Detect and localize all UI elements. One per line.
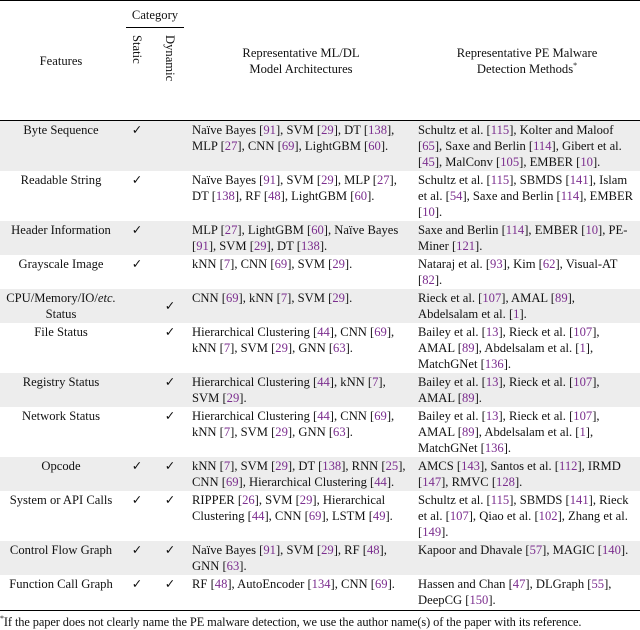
methods-cell: Saxe and Berlin [114], EMBER [10], PE-Miner [121]. [414, 221, 640, 255]
table-row [0, 373, 640, 407]
citation-link[interactable]: 10 [580, 155, 593, 169]
citation-link[interactable]: 44 [252, 509, 265, 523]
static-check-cell: ✓ [122, 457, 152, 491]
header-static: Static [130, 35, 144, 64]
footnote: *If the paper does not clearly name the PE malware detection, we use the author name(s) of the paper with its reference. [0, 611, 640, 630]
models-cell: kNN [7], SVM [29], DT [138], RNN [25], CNN [69], Hierarchical Clustering [44]. [188, 457, 414, 491]
models-cell: kNN [7], CNN [69], SVM [29]. [188, 255, 414, 289]
feature-cell: Header Information [0, 221, 122, 255]
citation-link[interactable]: 7 [224, 257, 230, 271]
header-category: Category [126, 7, 184, 28]
citation-link[interactable]: 49 [373, 509, 386, 523]
citation-link[interactable]: 60 [311, 223, 324, 237]
dynamic-check-cell [152, 171, 188, 221]
citation-link[interactable]: 69 [374, 409, 387, 423]
citation-link[interactable]: 107 [573, 375, 592, 389]
citation-link[interactable]: 69 [226, 291, 239, 305]
table-row [0, 575, 640, 609]
citation-link[interactable]: 69 [309, 509, 322, 523]
dynamic-check-cell: ✓ [152, 457, 188, 491]
models-cell: Naïve Bayes [91], SVM [29], DT [138], MLP [27], CNN [69], LightGBM [60]. [188, 121, 414, 172]
citation-link[interactable]: 136 [485, 441, 504, 455]
citation-link[interactable]: 48 [367, 543, 380, 557]
models-cell: Hierarchical Clustering [44], kNN [7], SVM [29]. [188, 373, 414, 407]
citation-link[interactable]: 149 [422, 525, 441, 539]
dynamic-check-cell: ✓ [152, 323, 188, 373]
citation-link[interactable]: 29 [275, 425, 288, 439]
dynamic-check-cell: ✓ [152, 575, 188, 609]
feature-cell: Opcode [0, 457, 122, 491]
citation-link[interactable]: 1 [580, 341, 586, 355]
citation-link[interactable]: 91 [263, 173, 276, 187]
table-row [0, 323, 640, 373]
citation-link[interactable]: 89 [555, 291, 568, 305]
static-check-cell: ✓ [122, 255, 152, 289]
feature-cell: System or API Calls [0, 491, 122, 541]
feature-cell: Readable String [0, 171, 122, 221]
methods-cell: Kapoor and Dhavale [57], MAGIC [140]. [414, 541, 640, 575]
citation-link[interactable]: 13 [486, 325, 499, 339]
citation-link[interactable]: 107 [573, 409, 592, 423]
methods-cell: Nataraj et al. [93], Kim [62], Visual-AT [82]. [414, 255, 640, 289]
models-cell: MLP [27], LightGBM [60], Naïve Bayes [91], SVM [29], DT [138]. [188, 221, 414, 255]
citation-link[interactable]: 138 [216, 189, 235, 203]
citation-link[interactable]: 143 [461, 459, 480, 473]
citation-link[interactable]: 69 [375, 577, 388, 591]
citation-link[interactable]: 44 [374, 475, 387, 489]
static-check-cell: ✓ [122, 575, 152, 609]
citation-link[interactable]: 128 [496, 475, 515, 489]
citation-link[interactable]: 10 [585, 223, 598, 237]
citation-link[interactable]: 89 [462, 341, 475, 355]
methods-cell: Bailey et al. [13], Rieck et al. [107], AMAL [89], Abdelsalam et al. [1], MatchGNet [136]. [414, 323, 640, 373]
citation-link[interactable]: 107 [573, 325, 592, 339]
citation-link[interactable]: 107 [482, 291, 501, 305]
citation-link[interactable]: 62 [543, 257, 556, 271]
citation-link[interactable]: 44 [317, 409, 330, 423]
citation-link[interactable]: 7 [372, 375, 378, 389]
citation-link[interactable]: 91 [263, 123, 276, 137]
citation-link[interactable]: 7 [224, 341, 230, 355]
table-row [0, 121, 640, 172]
static-check-cell: ✓ [122, 171, 152, 221]
dynamic-check-cell: ✓ [152, 541, 188, 575]
citation-link[interactable]: 141 [570, 493, 589, 507]
citation-link[interactable]: 48 [268, 189, 281, 203]
citation-link[interactable]: 7 [224, 425, 230, 439]
dynamic-check-cell [152, 221, 188, 255]
citation-link[interactable]: 54 [450, 189, 463, 203]
citation-link[interactable]: 29 [275, 459, 288, 473]
citation-link[interactable]: 60 [368, 139, 381, 153]
citation-link[interactable]: 7 [224, 459, 230, 473]
feature-cell: CPU/Memory/IO/etc. Status [0, 289, 122, 323]
citation-link[interactable]: 147 [422, 475, 441, 489]
citation-link[interactable]: 29 [275, 341, 288, 355]
methods-cell: Schultz et al. [115], SBMDS [141], Islam et al. [54], Saxe and Berlin [114], EMBER [10]. [414, 171, 640, 221]
citation-link[interactable]: 63 [333, 341, 346, 355]
methods-cell: AMCS [143], Santos et al. [112], IRMD [147], RMVC [128]. [414, 457, 640, 491]
citation-link[interactable]: 91 [263, 543, 276, 557]
citation-link[interactable]: 69 [275, 257, 288, 271]
citation-link[interactable]: 48 [215, 577, 228, 591]
citation-link[interactable]: 69 [226, 475, 239, 489]
citation-link[interactable]: 141 [570, 173, 589, 187]
citation-link[interactable]: 112 [559, 459, 577, 473]
citation-link[interactable]: 55 [591, 577, 604, 591]
table-body [0, 121, 640, 610]
citation-link[interactable]: 82 [422, 273, 435, 287]
static-check-cell: ✓ [122, 541, 152, 575]
citation-link[interactable]: 134 [312, 577, 331, 591]
header-features: Features [0, 1, 122, 121]
citation-link[interactable]: 63 [333, 425, 346, 439]
feature-cell: Function Call Graph [0, 575, 122, 609]
header-models: Representative ML/DL Model Architectures [188, 1, 414, 121]
citation-link[interactable]: 13 [486, 409, 499, 423]
citation-link[interactable]: 150 [469, 593, 488, 607]
citation-link[interactable]: 29 [321, 173, 334, 187]
citation-link[interactable]: 114 [533, 139, 551, 153]
citation-link[interactable]: 1 [513, 307, 519, 321]
citation-link[interactable]: 29 [321, 543, 334, 557]
static-check-cell [122, 323, 152, 373]
citation-link[interactable]: 89 [462, 425, 475, 439]
citation-link[interactable]: 65 [422, 139, 435, 153]
citation-link[interactable]: 47 [513, 577, 526, 591]
citation-link[interactable]: 138 [322, 459, 341, 473]
citation-link[interactable]: 29 [227, 391, 240, 405]
header-dynamic: Dynamic [163, 35, 177, 81]
models-cell: RF [48], AutoEncoder [134], CNN [69]. [188, 575, 414, 609]
citation-link[interactable]: 1 [580, 425, 586, 439]
citation-link[interactable]: 26 [242, 493, 255, 507]
static-check-cell: ✓ [122, 121, 152, 172]
models-cell: Naïve Bayes [91], SVM [29], RF [48], GNN [63]. [188, 541, 414, 575]
citation-link[interactable]: 57 [530, 543, 543, 557]
citation-link[interactable]: 93 [490, 257, 503, 271]
table-row [0, 221, 640, 255]
static-check-cell [122, 407, 152, 457]
static-check-cell [122, 289, 152, 323]
citation-link[interactable]: 107 [450, 509, 469, 523]
models-cell: Hierarchical Clustering [44], CNN [69], kNN [7], SVM [29], GNN [63]. [188, 323, 414, 373]
citation-link[interactable]: 44 [317, 325, 330, 339]
feature-cell: Registry Status [0, 373, 122, 407]
citation-link[interactable]: 69 [374, 325, 387, 339]
citation-link[interactable]: 10 [422, 205, 435, 219]
table-row [0, 491, 640, 541]
citation-link[interactable]: 114 [561, 189, 579, 203]
table-row [0, 457, 640, 491]
citation-link[interactable]: 7 [281, 291, 287, 305]
feature-cell: Network Status [0, 407, 122, 457]
citation-link[interactable]: 27 [377, 173, 390, 187]
citation-link[interactable]: 115 [491, 173, 509, 187]
citation-link[interactable]: 29 [332, 257, 345, 271]
citation-link[interactable]: 136 [485, 357, 504, 371]
citation-link[interactable]: 29 [321, 123, 334, 137]
citation-link[interactable]: 102 [539, 509, 558, 523]
citation-link[interactable]: 89 [462, 391, 475, 405]
citation-link[interactable]: 138 [301, 239, 320, 253]
dynamic-check-cell: ✓ [152, 373, 188, 407]
citation-link[interactable]: 29 [332, 291, 345, 305]
citation-link[interactable]: 91 [196, 239, 209, 253]
dynamic-check-cell: ✓ [152, 289, 188, 323]
citation-link[interactable]: 63 [227, 559, 240, 573]
feature-cell: File Status [0, 323, 122, 373]
citation-link[interactable]: 69 [282, 139, 295, 153]
table-row [0, 541, 640, 575]
citation-link[interactable]: 60 [354, 189, 367, 203]
citation-link[interactable]: 27 [225, 223, 238, 237]
citation-link[interactable]: 140 [602, 543, 621, 557]
methods-cell: Hassen and Chan [47], DLGraph [55], DeepCG [150]. [414, 575, 640, 609]
citation-link[interactable]: 27 [225, 139, 238, 153]
table-row [0, 171, 640, 221]
citation-link[interactable]: 29 [300, 493, 313, 507]
citation-link[interactable]: 114 [506, 223, 524, 237]
models-cell: Naïve Bayes [91], SVM [29], MLP [27], DT [138], RF [48], LightGBM [60]. [188, 171, 414, 221]
feature-cell: Grayscale Image [0, 255, 122, 289]
citation-link[interactable]: 115 [491, 123, 509, 137]
dynamic-check-cell [152, 121, 188, 172]
methods-cell: Bailey et al. [13], Rieck et al. [107], AMAL [89], Abdelsalam et al. [1], MatchGNet [136]. [414, 407, 640, 457]
citation-link[interactable]: 105 [500, 155, 519, 169]
header-methods: Representative PE Malware Detection Methods* [414, 1, 640, 121]
methods-cell: Schultz et al. [115], SBMDS [141], Rieck et al. [107], Qiao et al. [102], Zhang et al. [149]. [414, 491, 640, 541]
dynamic-check-cell: ✓ [152, 407, 188, 457]
static-check-cell [122, 373, 152, 407]
static-check-cell: ✓ [122, 221, 152, 255]
citation-link[interactable]: 45 [422, 155, 435, 169]
table-row [0, 255, 640, 289]
citation-link[interactable]: 138 [368, 123, 387, 137]
table-row [0, 289, 640, 323]
citation-link[interactable]: 25 [386, 459, 399, 473]
models-cell: RIPPER [26], SVM [29], Hierarchical Clustering [44], CNN [69], LSTM [49]. [188, 491, 414, 541]
table-row [0, 407, 640, 457]
methods-cell: Rieck et al. [107], AMAL [89], Abdelsalam et al. [1]. [414, 289, 640, 323]
methods-cell: Bailey et al. [13], Rieck et al. [107], AMAL [89]. [414, 373, 640, 407]
dynamic-check-cell: ✓ [152, 491, 188, 541]
feature-cell: Byte Sequence [0, 121, 122, 172]
citation-link[interactable]: 44 [317, 375, 330, 389]
citation-link[interactable]: 121 [456, 239, 475, 253]
citation-link[interactable]: 13 [486, 375, 499, 389]
citation-link[interactable]: 115 [491, 493, 509, 507]
citation-link[interactable]: 29 [254, 239, 267, 253]
static-check-cell: ✓ [122, 491, 152, 541]
dynamic-check-cell [152, 255, 188, 289]
models-cell: CNN [69], kNN [7], SVM [29]. [188, 289, 414, 323]
models-cell: Hierarchical Clustering [44], CNN [69], kNN [7], SVM [29], GNN [63]. [188, 407, 414, 457]
feature-cell: Control Flow Graph [0, 541, 122, 575]
methods-cell: Schultz et al. [115], Kolter and Maloof [65], Saxe and Berlin [114], Gibert et al. [45], MalConv [105], EMBER [10]. [414, 121, 640, 172]
